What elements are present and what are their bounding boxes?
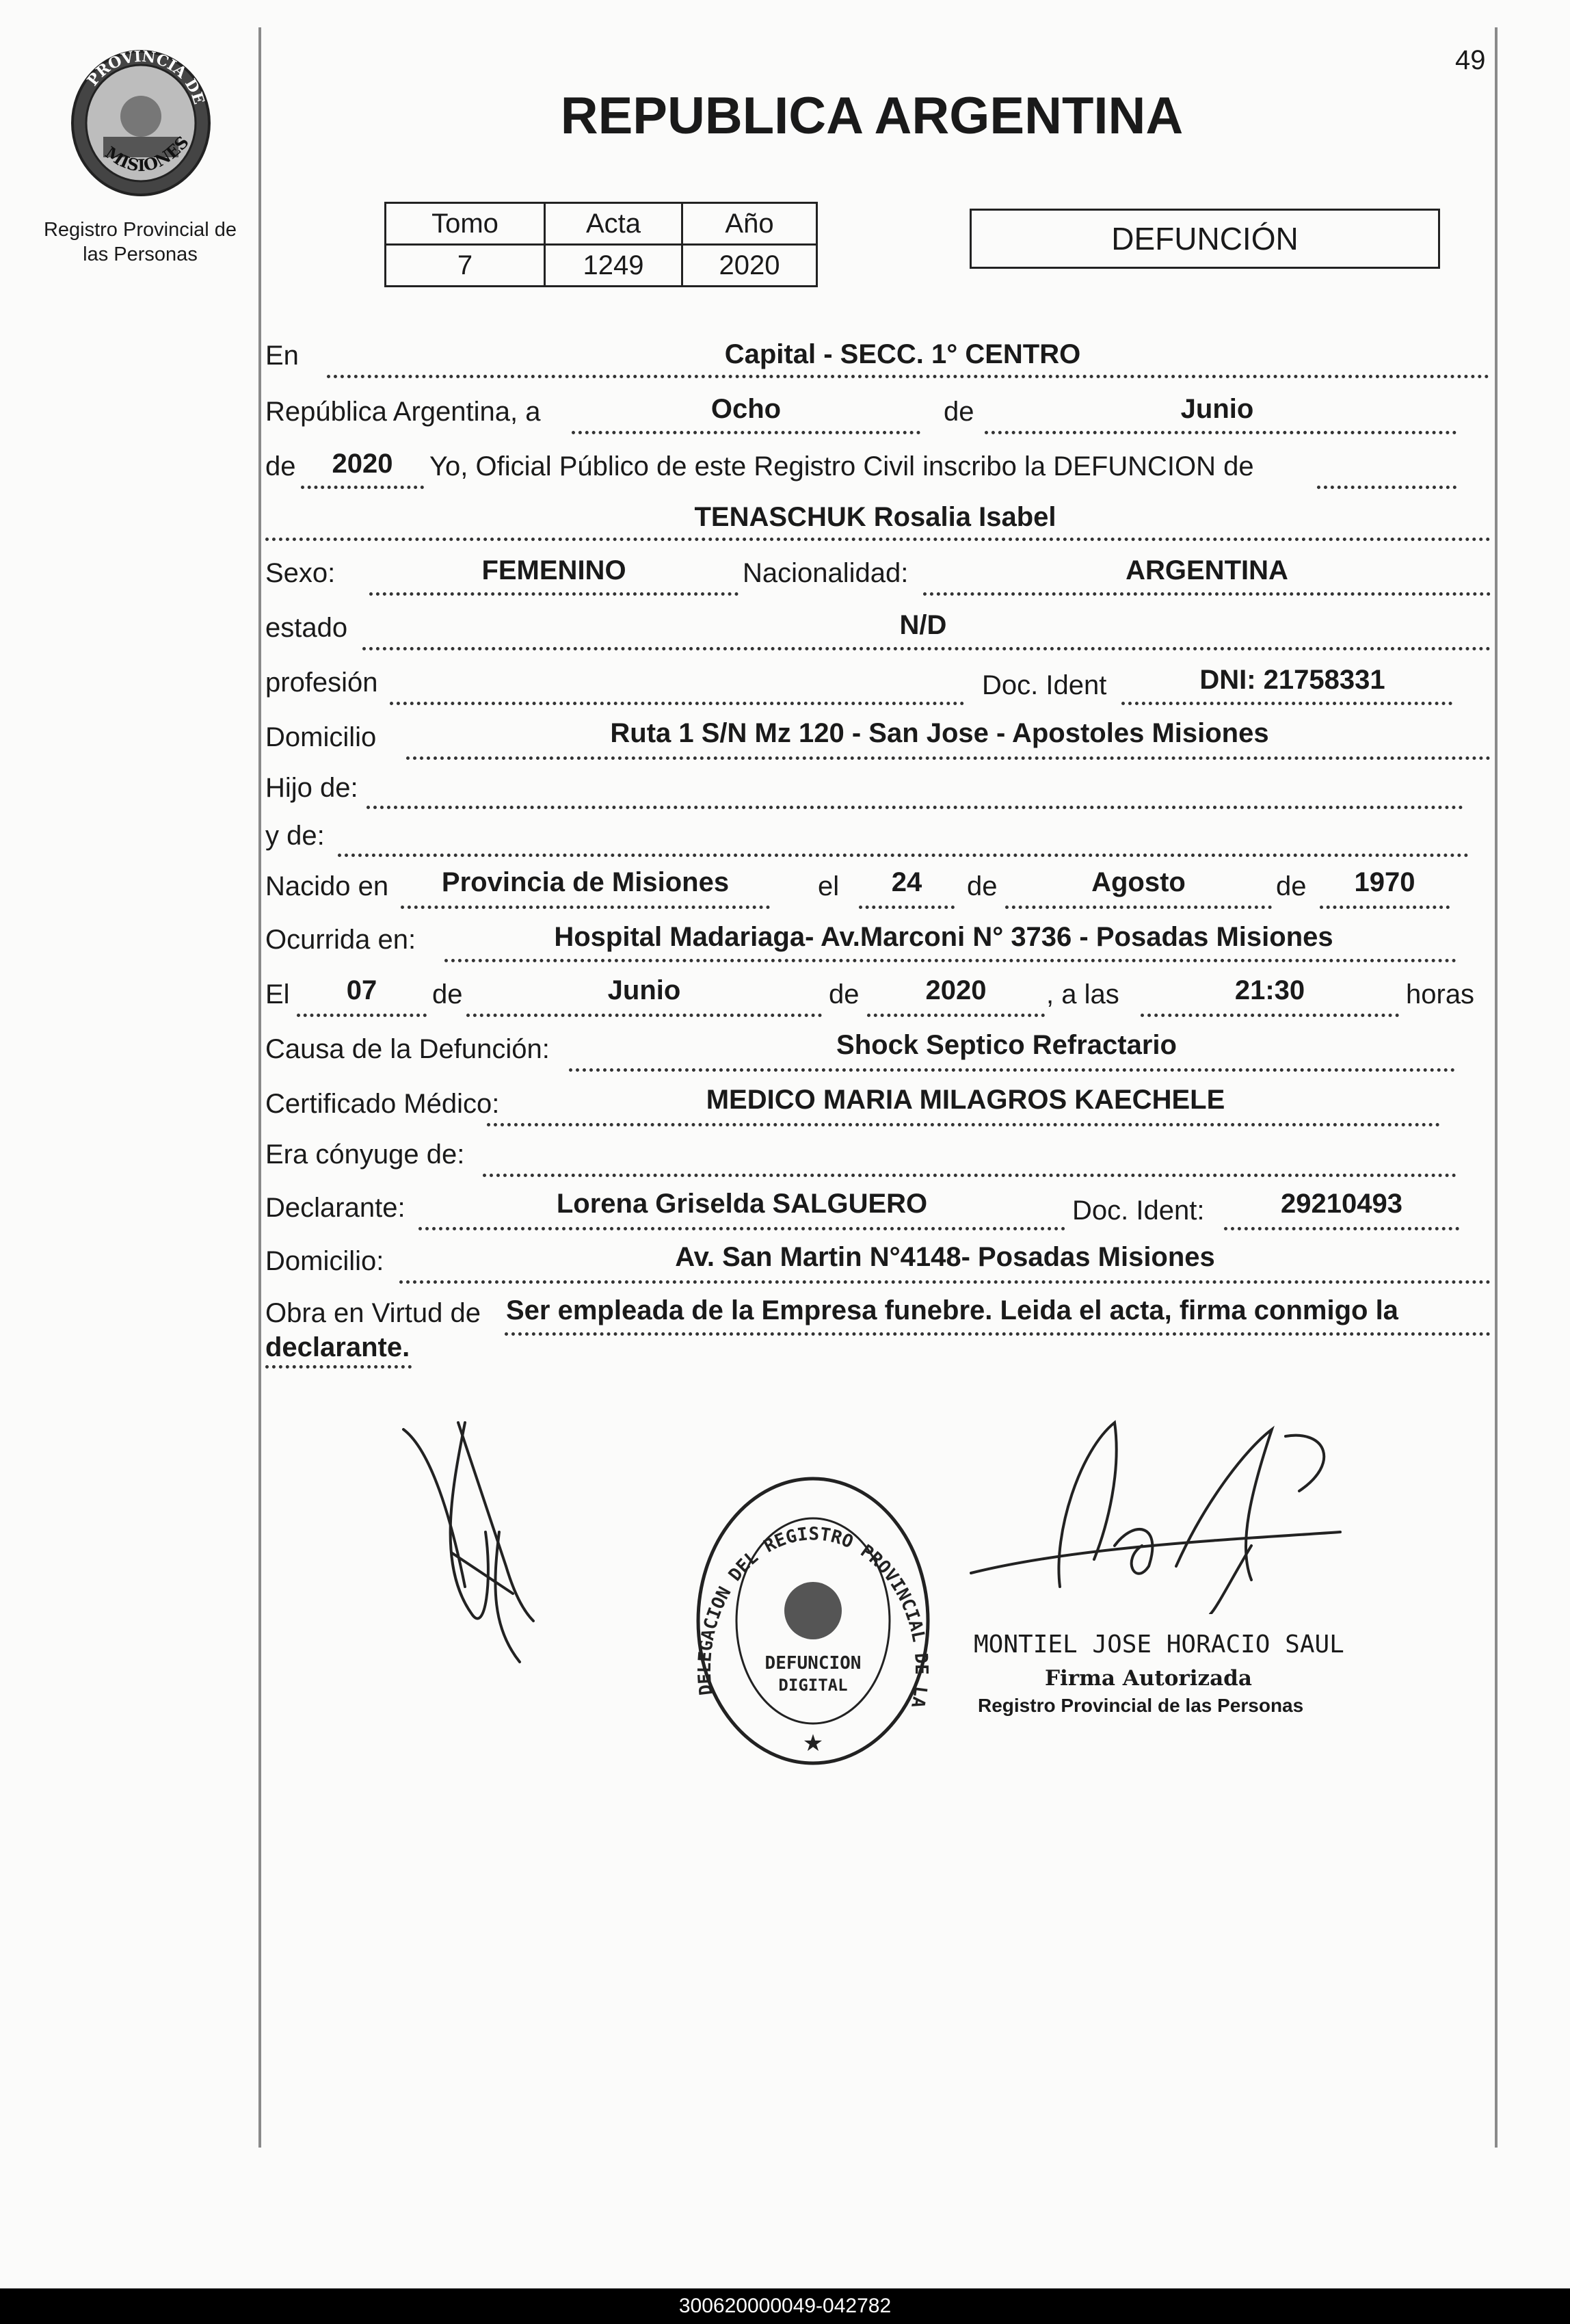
stamp-center-line1: DEFUNCION: [764, 1653, 862, 1674]
nombre-underline: [265, 538, 1491, 541]
de-label-5: de: [432, 979, 463, 1009]
nacido-underline: [401, 906, 770, 909]
hijo-label: Hijo de:: [265, 773, 358, 803]
estado-value: N/D: [899, 610, 947, 640]
nacionalidad-underline: [923, 592, 1491, 596]
causa-label: Causa de la Defunción:: [265, 1034, 550, 1064]
def-anio-underline: [867, 1014, 1045, 1017]
obra-underline-2: [265, 1365, 412, 1369]
declarante-underline: [418, 1227, 1065, 1230]
official-name: MONTIEL JOSE HORACIO SAUL: [974, 1630, 1344, 1659]
nacido-value: Provincia de Misiones: [441, 867, 730, 897]
sexo-value: FEMENINO: [481, 555, 626, 585]
el-label-1: el: [818, 871, 840, 901]
profesion-underline: [390, 702, 964, 705]
mes-underline: [985, 431, 1456, 434]
nac-mes-underline: [1005, 906, 1272, 909]
obra-value-line1: Ser empleada de la Empresa funebre. Leida el acta, firma conmigo la: [506, 1295, 1398, 1325]
ref-value-acta: 1249: [545, 245, 682, 287]
declarant-signature: [390, 1409, 554, 1669]
nacionalidad-label: Nacionalidad:: [743, 558, 909, 588]
domicilio-label: Domicilio: [265, 722, 377, 752]
ref-header-tomo: Tomo: [386, 203, 545, 245]
ocurrida-value: Hospital Madariaga- Av.Marconi N° 3736 - Posadas Misiones: [554, 922, 1333, 952]
nac-dia-underline: [859, 906, 955, 909]
hora-underline: [1141, 1014, 1399, 1017]
province-seal-icon: [66, 41, 216, 198]
stamp-star-icon: ★: [802, 1730, 824, 1756]
a-las-label: , a las: [1046, 979, 1119, 1009]
issuer-name-line2: las Personas: [83, 243, 198, 265]
obra-underline-1: [505, 1332, 1491, 1336]
declarante-label: Declarante:: [265, 1193, 405, 1223]
estado-underline: [362, 647, 1491, 650]
causa-value: Shock Septico Refractario: [836, 1030, 1177, 1060]
document-type-box: DEFUNCIÓN: [970, 209, 1440, 269]
official-role: Firma Autorizada: [1045, 1666, 1252, 1691]
doc-ident-underline: [1121, 702, 1452, 705]
conyuge-label: Era cónyuge de:: [265, 1139, 465, 1170]
nac-dia-value: 24: [891, 867, 922, 897]
decl-doc-label: Doc. Ident:: [1072, 1196, 1205, 1226]
document-title: REPUBLICA ARGENTINA: [560, 87, 1184, 145]
decl-domicilio-value: Av. San Martin N°4148- Posadas Misiones: [675, 1242, 1215, 1272]
en-underline: [327, 375, 1489, 378]
nac-anio-underline: [1320, 906, 1450, 909]
nacido-label: Nacido en: [265, 871, 389, 901]
nac-mes-value: Agosto: [1091, 867, 1186, 897]
sexo-underline: [369, 592, 739, 596]
seal-bottom-text: MISIONES: [101, 132, 193, 176]
ref-header-anio: Año: [682, 203, 817, 245]
def-mes-value: Junio: [607, 975, 681, 1005]
certificado-underline: [487, 1123, 1440, 1126]
def-anio-value: 2020: [925, 975, 987, 1005]
decl-doc-value: 29210493: [1281, 1189, 1402, 1219]
left-margin-line: [258, 27, 261, 2148]
sexo-label: Sexo:: [265, 558, 336, 588]
official-signature: [957, 1409, 1381, 1614]
page-number: 49: [1455, 45, 1486, 75]
certificado-value: MEDICO MARIA MILAGROS KAECHELE: [706, 1085, 1225, 1115]
official-stamp: [687, 1470, 940, 1771]
seal-top-text: PROVINCIA DE: [83, 47, 208, 107]
stamp-center-line2: DIGITAL: [778, 1676, 848, 1695]
ocurrida-underline: [444, 959, 1456, 962]
y-de-underline: [338, 854, 1469, 857]
mes-value: Junio: [1180, 394, 1254, 424]
hora-value: 21:30: [1234, 975, 1305, 1005]
estado-label: estado: [265, 613, 348, 643]
ref-value-tomo: 7: [386, 245, 545, 287]
conyuge-underline: [483, 1174, 1456, 1177]
inscribo-underline: [1317, 486, 1456, 489]
horas-label: horas: [1406, 979, 1475, 1009]
obra-value-line2: declarante.: [265, 1332, 410, 1362]
y-de-label: y de:: [265, 821, 325, 851]
en-label: En: [265, 341, 299, 371]
decl-doc-underline: [1224, 1227, 1459, 1230]
domicilio-value: Ruta 1 S/N Mz 120 - San Jose - Apostoles Misiones: [610, 718, 1269, 748]
doc-ident-value: DNI: 21758331: [1199, 665, 1385, 695]
nombre-value: TENASCHUK Rosalia Isabel: [694, 502, 1056, 532]
footer-code: 300620000049-042782: [0, 2288, 1570, 2324]
anio-underline: [301, 486, 424, 489]
def-dia-underline: [297, 1014, 427, 1017]
declarante-value: Lorena Griselda SALGUERO: [556, 1189, 928, 1219]
de-label-2: de: [265, 451, 296, 481]
def-mes-underline: [466, 1014, 822, 1017]
ref-header-acta: Acta: [545, 203, 682, 245]
nac-anio-value: 1970: [1354, 867, 1415, 897]
ocurrida-label: Ocurrida en:: [265, 925, 416, 955]
decl-domicilio-label: Domicilio:: [265, 1246, 384, 1276]
official-org: Registro Provincial de las Personas: [978, 1695, 1304, 1716]
causa-underline: [569, 1068, 1455, 1072]
profesion-label: profesión: [265, 668, 378, 698]
ref-value-anio: 2020: [682, 245, 817, 287]
el-label-2: El: [265, 979, 290, 1009]
de-label-1: de: [944, 397, 974, 427]
en-value: Capital - SECC. 1° CENTRO: [724, 339, 1081, 369]
de-label-6: de: [829, 979, 860, 1009]
de-label-4: de: [1276, 871, 1307, 901]
certificado-label: Certificado Médico:: [265, 1089, 500, 1119]
republica-label: República Argentina, a: [265, 397, 541, 427]
reference-table: [384, 202, 818, 287]
issuer-name-line1: Registro Provincial de: [43, 219, 237, 241]
domicilio-underline: [406, 756, 1491, 760]
hijo-underline: [367, 806, 1463, 809]
doc-ident-label: Doc. Ident: [982, 670, 1107, 700]
anio-value: 2020: [332, 449, 393, 479]
nacionalidad-value: ARGENTINA: [1126, 555, 1288, 585]
inscribo-text: Yo, Oficial Público de este Registro Civil inscribo la DEFUNCION de: [429, 451, 1254, 481]
right-margin-line: [1495, 27, 1498, 2148]
stamp-ring-text: DELEGACION DEL REGISTRO PROVINCIAL DE LA: [694, 1524, 932, 1710]
decl-domicilio-underline: [399, 1280, 1491, 1284]
dia-value: Ocho: [710, 394, 782, 424]
dia-underline: [572, 431, 920, 434]
def-dia-value: 07: [346, 975, 377, 1005]
obra-label: Obra en Virtud de: [265, 1298, 481, 1328]
de-label-3: de: [967, 871, 998, 901]
